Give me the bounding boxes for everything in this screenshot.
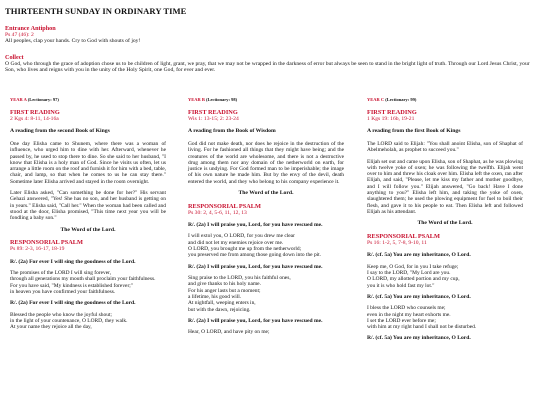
psalm-line: you it is who hold fast my lot." xyxy=(367,282,435,289)
reading-source: A reading from the Book of Wisdom xyxy=(188,128,276,135)
psalm-response-repeat: R/. (2a) I will praise you, Lord, for you have rescued me. xyxy=(188,263,323,270)
entrance-ref: Ps 47 (46): 2 xyxy=(5,32,34,38)
readings-columns xyxy=(0,97,540,405)
entrance-text: All peoples, clap your hands. Cry to God with shouts of joy! xyxy=(5,38,141,45)
psalm-line: O LORD, you brought me up from the netherworld; xyxy=(188,246,302,253)
psalm-response-repeat: R/. (cf. 5a) You are my inheritance, O Lord. xyxy=(367,335,471,342)
psalm-line: you preserved me from among those going down into the pit. xyxy=(188,252,322,259)
psalm-heading: RESPONSORIAL PSALM xyxy=(10,239,83,247)
psalm-response: R/. (2a) I will praise you, Lord, for you have rescued me. xyxy=(188,222,323,229)
reading-paragraph: God did not make death, nor does he rejoice in the destruction of the living. For he fashioned all things that they might have being; and the creatures of the world are wholesome, and there is not a destructive drug among them nor any domain of the netherworld on earth, for justice is undying. For God formed man to be imperishable; the image of his own nature he made him. But by the envy of the devil, death entered the world, and they who belong to his company experience it. xyxy=(188,141,344,185)
psalm-response-repeat: R/. (2a) I will praise you, Lord, for you have rescued me. xyxy=(188,317,323,324)
psalm-stanza xyxy=(10,312,166,331)
collect-heading: Collect xyxy=(5,54,24,61)
reading-paragraph: The LORD said to Elijah: "You shall anoint Elisha, son of Shaphat of Abelmeholah, as prophet to succeed you." xyxy=(367,141,523,154)
psalm-heading: RESPONSORIAL PSALM xyxy=(367,232,440,240)
psalm-response: R/. (2a) For ever I will sing the goodness of the Lord. xyxy=(10,258,136,265)
psalm-line: I will extol you, O LORD, for you drew me clear xyxy=(188,233,295,240)
psalm-line: O LORD, my allotted portion and my cup, xyxy=(367,276,460,283)
psalm-line: in the light of your countenance, O LORD, they walk. xyxy=(10,317,128,324)
column-year-c xyxy=(367,97,523,347)
reading-source: A reading from the second Book of Kings xyxy=(10,128,110,135)
year-label: YEAR B (Lectionary: 98) xyxy=(188,97,238,102)
psalm-line: with him at my right hand I shall not be disturbed. xyxy=(367,324,477,331)
entrance-heading: Entrance Antiphon xyxy=(5,25,56,32)
psalm-stanza xyxy=(188,329,344,335)
psalm-line: For his anger lasts but a moment; xyxy=(188,287,261,294)
psalm-ref: Ps 16: 1-2, 5, 7-8, 9-10, 11 xyxy=(367,239,427,246)
psalm-heading: RESPONSORIAL PSALM xyxy=(188,202,261,210)
first-reading-ref: 1 Kgs 19: 16b, 19-21 xyxy=(367,116,415,122)
psalm-line: through all generations my mouth shall proclaim your faithfulness. xyxy=(10,276,156,283)
word-of-the-lord: The Word of the Lord. xyxy=(60,226,116,233)
first-reading-ref: 2 Kgs 4: 8-11, 14-16a xyxy=(10,116,59,122)
reading-paragraph: One day Elisha came to Shunem, where there was a woman of influence, who urged him to dine with her. Afterward, whenever he passed by, he used to stop there to dine. So she said to her husband, "I know that Elisha is a holy man of God. Since he visits us often, let us arrange a little room on the roof and furnish it for him with a bed, table, chair, and lamp, so that when he comes to us he can stay there." Sometime later Elisha arrived and stayed in the room overnight. xyxy=(10,141,166,185)
reading-paragraph: Elijah set out and came upon Elisha, son of Shaphat, as he was plowing with twelve yoke of oxen; he was following the twelfth. Elijah went over to him and threw his cloak over him. Elisha left the oxen, ran after Elijah, and said, "Please, let me kiss my father and mother goodbye, and I will follow you." Elijah answered, "Go back! Have I done anything to you?" Elisha left him, and taking the yoke of oxen, slaughtered them; he used the plowing equipment for fuel to boil their flesh, and gave it to his people to eat. Then Elisha left and followed Elijah as his attendant. xyxy=(367,158,523,215)
first-reading-heading: FIRST READING xyxy=(10,109,60,116)
psalm-line: and give thanks to his holy name. xyxy=(188,281,261,288)
psalm-line: Blessed the people who know the joyful shout; xyxy=(10,311,112,318)
psalm-stanza xyxy=(10,270,166,295)
column-year-b xyxy=(188,97,344,341)
psalm-line: in heaven you have confirmed your faithfulness. xyxy=(10,288,116,295)
psalm-stanza xyxy=(367,305,523,330)
psalm-line: At your name they rejoice all the day, xyxy=(10,324,92,331)
reading-source: A reading from the first Book of Kings xyxy=(367,128,461,135)
word-of-the-lord: The Word of the Lord. xyxy=(417,220,473,227)
psalm-response-repeat: R/. (cf. 5a) You are my inheritance, O Lord. xyxy=(367,293,471,300)
psalm-line: Sing praise to the LORD, you his faithful ones, xyxy=(188,275,291,282)
year-label: YEAR C (Lectionary: 99) xyxy=(367,97,417,102)
psalm-line: and did not let my enemies rejoice over me. xyxy=(188,239,284,246)
column-year-a xyxy=(10,97,166,335)
psalm-line: even in the night my heart exhorts me. xyxy=(367,311,451,318)
first-reading-heading: FIRST READING xyxy=(188,109,238,116)
psalm-line: The promises of the LORD I will sing forever, xyxy=(10,269,112,276)
psalm-line: I set the LORD ever before me; xyxy=(367,317,436,324)
psalm-line: I bless the LORD who counsels me; xyxy=(367,305,446,312)
entrance-antiphon xyxy=(5,25,535,45)
year-label: YEAR A (Lectionary: 97) xyxy=(10,97,59,102)
collect-text: O God, who through the grace of adoption chose us to be children of light, grant, we pray, that we may not be wrapped in the darkness of error but always be seen to stand in the bright light of truth. Through our Lord Jesus Christ, your Son, who lives and reigns with you in the unity of the Holy Spirit, one God, for ever and ever. xyxy=(5,61,530,74)
psalm-stanza xyxy=(188,275,344,313)
first-reading-heading: FIRST READING xyxy=(367,109,417,116)
psalm-line: At nightfall, weeping enters in, xyxy=(188,300,256,307)
psalm-stanza xyxy=(367,264,523,289)
psalm-response-repeat: R/. (2a) For ever I will sing the goodness of the Lord. xyxy=(10,300,136,307)
psalm-ref: Ps 30: 2, 4, 5-6, 11, 12, 13 xyxy=(188,209,247,216)
psalm-line: For you have said, "My kindness is established forever;" xyxy=(10,282,133,289)
psalm-line: but with the dawn, rejoicing. xyxy=(188,306,251,313)
psalm-line: I say to the LORD, "My Lord are you. xyxy=(367,269,451,276)
psalm-ref: Ps 89: 2-3, 16-17, 18-19 xyxy=(10,246,65,253)
page-header xyxy=(5,6,535,16)
psalm-stanza xyxy=(188,233,344,258)
word-of-the-lord: The Word of the Lord. xyxy=(238,190,294,197)
psalm-line: a lifetime, his good will. xyxy=(188,293,242,300)
page-title: THIRTEENTH SUNDAY IN ORDINARY TIME xyxy=(5,6,187,16)
psalm-line: Keep me, O God, for in you I take refuge; xyxy=(367,263,459,270)
first-reading-ref: Wis 1: 13-15; 2: 23-24 xyxy=(188,116,239,122)
psalm-response: R/. (cf. 5a) You are my inheritance, O Lord. xyxy=(367,252,471,259)
reading-paragraph: Later Elisha asked, "Can something be done for her?" His servant Gehazi answered, "Yes! She has no son, and her husband is getting on in years." Elisha said, "Call her." When the woman had been called and stood at the door, Elisha promised, "This time next year you will be fondling a baby son." xyxy=(10,190,166,222)
psalm-line: Hear, O LORD, and have pity on me; xyxy=(188,329,270,336)
collect xyxy=(5,54,535,74)
